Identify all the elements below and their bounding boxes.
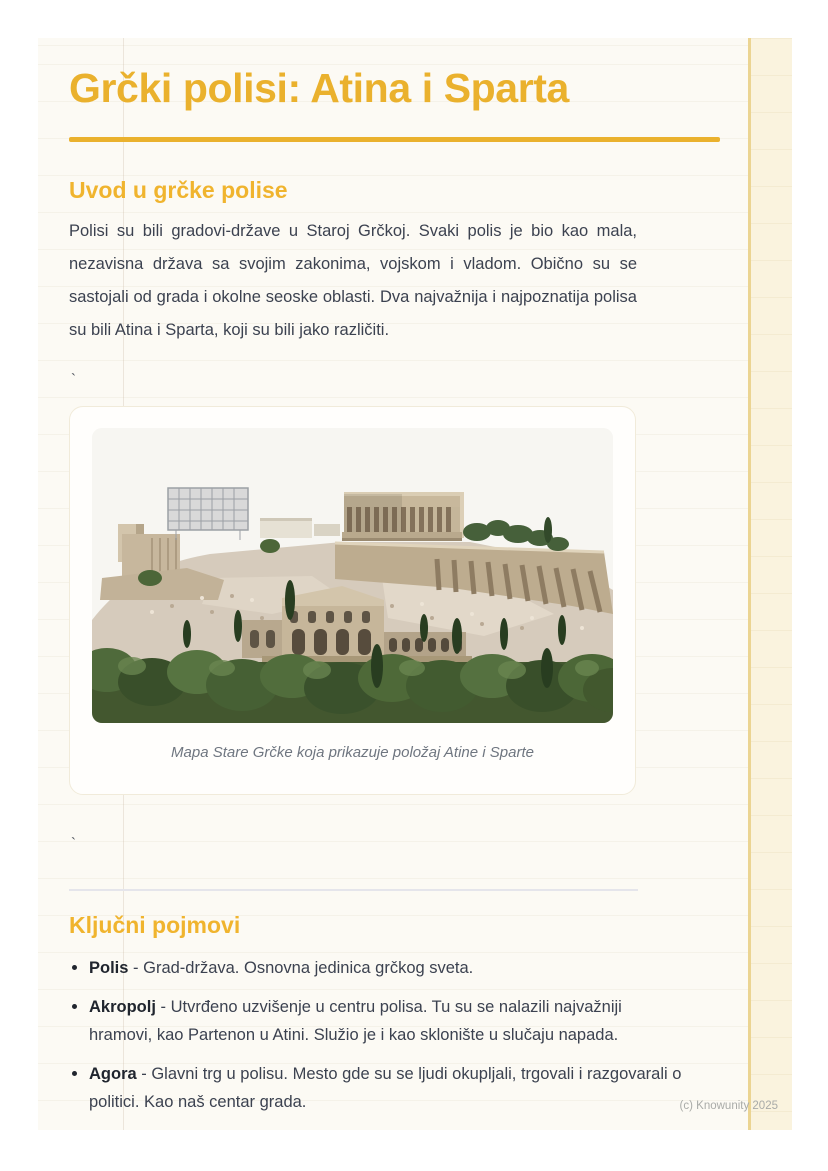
footer-credit: (c) Knowunity 2025 [679, 1100, 778, 1112]
bullet-icon [72, 1071, 77, 1076]
figure-card [69, 406, 636, 795]
stray-tick-after-figure: ` [71, 835, 76, 852]
bullet-icon [72, 1004, 77, 1009]
note-sheet [38, 38, 792, 1130]
section-divider [69, 889, 638, 891]
stray-tick-after-intro: ` [71, 371, 76, 388]
acropolis-photo [92, 428, 613, 723]
term-label: Agora [89, 1065, 137, 1083]
list-item [69, 993, 685, 1049]
title-underline [69, 137, 720, 142]
term-label: Polis [89, 959, 129, 977]
section-heading-terms: Ključni pojmovi [69, 912, 241, 938]
page-title: Grčki polisi: Atina i Sparta [69, 65, 569, 111]
term-definition: - Grad-država. Osnovna jedinica grčkog sveta. [133, 959, 474, 977]
term-label: Akropolj [89, 998, 156, 1016]
term-definition: - Utvrđeno uzvišenje u centru polisa. Tu su se nalazili najvažniji hramovi, kao Partenon u Atini. Služio je i kao sklonište u slučaju napada. [89, 998, 622, 1044]
list-item [69, 954, 685, 982]
section-heading-intro: Uvod u grčke polise [69, 177, 288, 203]
term-definition: - Glavni trg u polisu. Mesto gde su se ljudi okupljali, trgovali i razgovarali o politici. Kao naš centar grada. [89, 1065, 682, 1111]
page-edge-strip [748, 38, 792, 1130]
figure-caption: Mapa Stare Grčke koja prikazuje položaj Atine i Sparte [171, 744, 534, 761]
bullet-icon [72, 965, 77, 970]
intro-paragraph: Polisi su bili gradovi-države u Staroj Grčkoj. Svaki polis je bio kao mala, nezavisna država sa svojim zakonima, vojskom i vladom. Obično su se sastojali od grada i okolne seoske oblasti. Dva najvažnija i najpoznatija polisa su bili Atina i Sparta, koji su bili jako različiti. [69, 222, 637, 339]
